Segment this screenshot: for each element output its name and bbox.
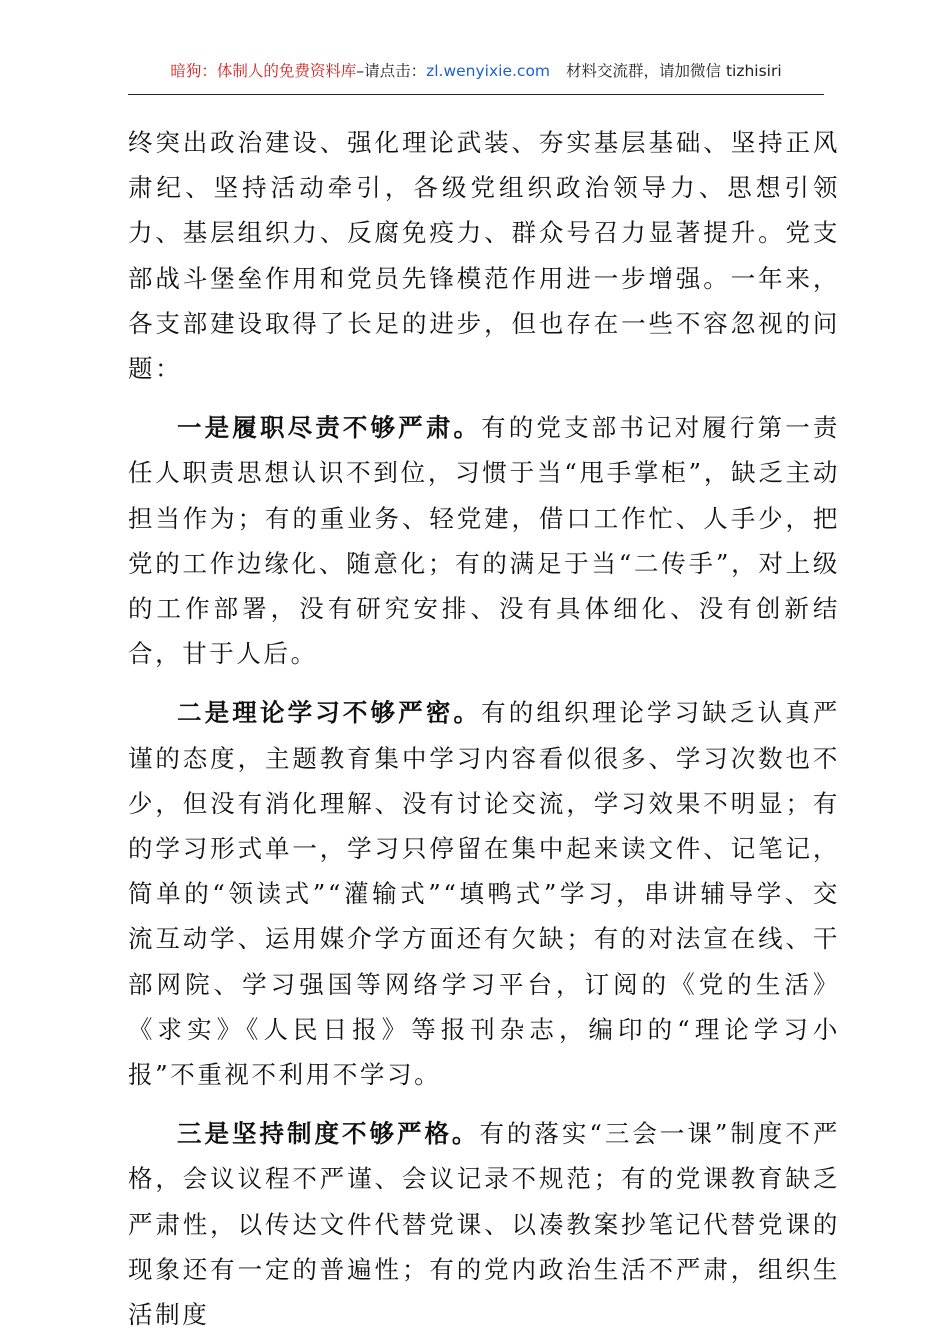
- header-url-link[interactable]: zl.wenyixie.com: [426, 62, 551, 80]
- paragraph-heading: 二是理论学习不够严密。: [177, 698, 482, 728]
- paragraph-body: 有的落实“三会一课”制度不严格，会议议程不严谨、会议记录不规范；有的党课教育缺乏严肃性，以传达文件代替党课、以凑教案抄笔记代替党课的现象还有一定的普遍性；有的党内政治生活不严肃，组织生活制度: [128, 1119, 840, 1330]
- header-site-name: 暗狗：体制人的免费资料库: [170, 62, 357, 80]
- paragraph-body: 有的党支部书记对履行第一责任人职责思想认识不到位，习惯于当“甩手掌柜”，缺乏主动担当作为；有的重业务、轻党建，借口工作忙、人手少，把党的工作边缘化、随意化；有的满足于当“二传手”，对上级的工作部署，没有研究安排、没有具体细化、没有创新结合，甘于人后。: [128, 413, 840, 669]
- header-click-prompt: –请点击：: [356, 62, 427, 80]
- paragraph-body: 有的组织理论学习缺乏认真严谨的态度，主题教育集中学习内容看似很多、学习次数也不少，但没有消化理解、没有讨论交流，学习效果不明显；有的学习形式单一，学习只停留在集中起来读文件、记笔记，简单的“领读式”“灌输式”“填鸭式”学习，串讲辅导学、交流互动学、运用媒介学方面还有欠缺；有的对法宣在线、干部网院、学习强国等网络学习平台，订阅的《党的生活》《求实》《人民日报》等报刊杂志，编印的“理论学习小报”不重视不利用不学习。: [128, 698, 840, 1090]
- paragraph-heading: 一是履职尽责不够严肃。: [177, 413, 482, 443]
- paragraph-heading: 三是坚持制度不够严格。: [177, 1119, 480, 1149]
- page-header: [128, 60, 824, 95]
- paragraph-body: 终突出政治建设、强化理论武装、夯实基层基础、坚持正风肃纪、坚持活动牵引，各级党组织政治领导力、思想引领力、基层组织力、反腐免疫力、群众号召力显著提升。党支部战斗堡垒作用和党员先锋模范作用进一步增强。一年来，各支部建设取得了长足的进步，但也存在一些不容忽视的问题：: [128, 128, 840, 384]
- paragraph-issue-3: [128, 1111, 840, 1337]
- paragraph-issue-2: [128, 690, 840, 1097]
- document-body: [128, 120, 840, 1337]
- paragraph-issue-1: [128, 405, 840, 676]
- header-wechat-note: 材料交流群，请加微信 tizhisiri: [566, 62, 782, 80]
- paragraph-intro: [128, 120, 840, 391]
